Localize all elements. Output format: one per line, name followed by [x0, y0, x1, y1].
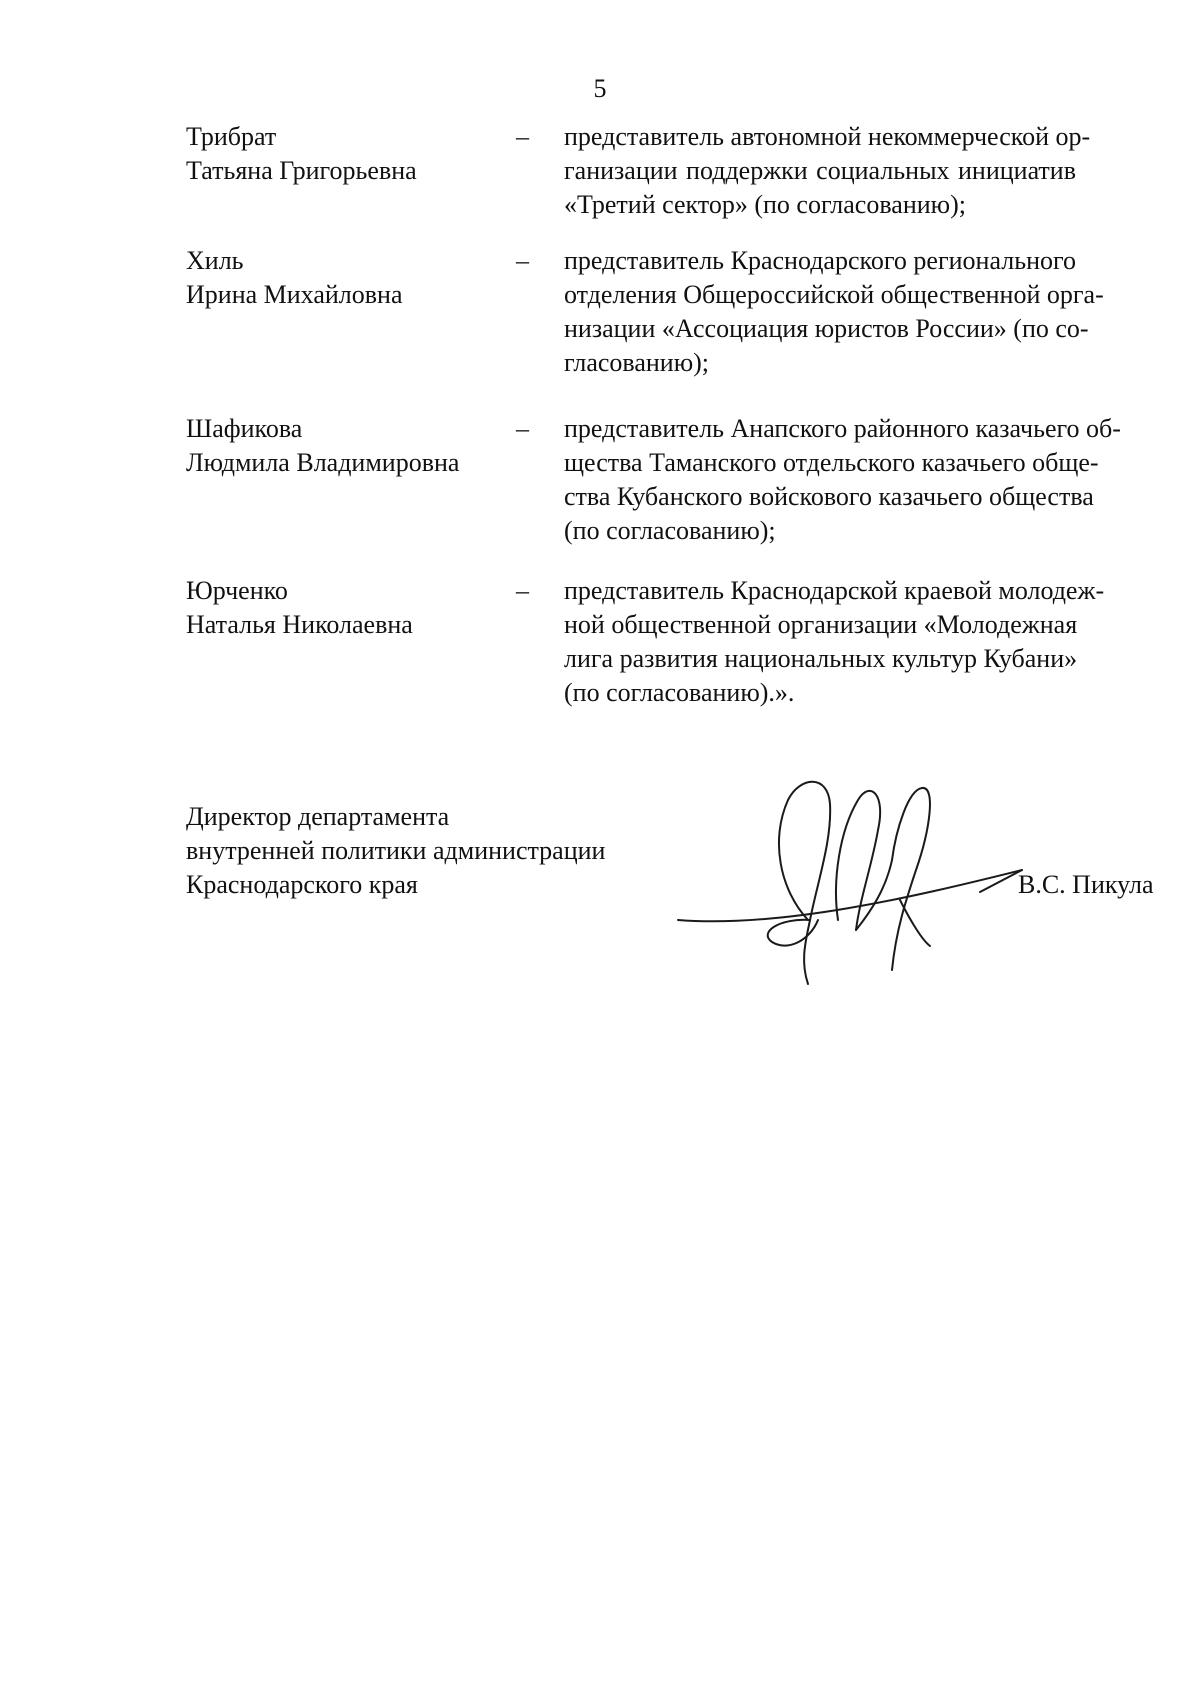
signer-name: В.С. Пикула — [1018, 870, 1154, 899]
member-given-names: Наталья Николаевна — [186, 610, 413, 639]
role-line: «Третий сектор» (по согласованию); — [564, 190, 966, 219]
role-line: ганизации поддержки социальных инициатив — [564, 156, 1076, 185]
role-line: представитель Краснодарского регионального — [564, 246, 1076, 275]
role-line: (по согласованию).». — [564, 678, 795, 707]
member-role — [564, 120, 1091, 222]
member-given-names: Людмила Владимировна — [186, 448, 460, 477]
signatory-title-line: Директор департамента — [186, 802, 450, 831]
role-line: представитель Краснодарской краевой молодеж- — [564, 576, 1105, 605]
role-line: отделения Общероссийской общественной орга- — [564, 280, 1104, 309]
page-number: 5 — [593, 74, 607, 103]
member-name — [186, 412, 506, 480]
member-surname: Шафикова — [186, 414, 303, 443]
member-dash: – — [516, 576, 529, 605]
member-role — [564, 412, 1121, 548]
role-line: лига развития национальных культур Кубани» — [564, 644, 1078, 673]
member-role — [564, 574, 1105, 710]
role-line: ной общественной организации «Молодежная — [564, 610, 1078, 639]
handwritten-signature — [660, 770, 1040, 990]
member-name — [186, 120, 506, 188]
member-dash: – — [516, 246, 529, 275]
member-dash: – — [516, 414, 529, 443]
member-surname: Юрченко — [186, 576, 288, 605]
role-line: ства Кубанского войскового казачьего общества — [564, 482, 1094, 511]
signatory-title-line: Краснодарского края — [186, 870, 418, 899]
member-dash: – — [516, 122, 529, 151]
signatory-title-line: внутренней политики администрации — [186, 836, 606, 865]
signatory-title — [186, 800, 605, 902]
member-given-names: Татьяна Григорьевна — [186, 156, 417, 185]
member-name — [186, 244, 506, 312]
member-surname: Трибрат — [186, 122, 277, 151]
member-surname: Хиль — [186, 246, 244, 275]
role-line: гласованию); — [564, 348, 710, 377]
role-line: (по согласованию); — [564, 516, 776, 545]
member-role — [564, 244, 1104, 380]
role-line: щества Таманского отдельского казачьего обще- — [564, 448, 1099, 477]
member-given-names: Ирина Михайловна — [186, 280, 403, 309]
role-line: низации «Ассоциация юристов России» (по со- — [564, 314, 1089, 343]
role-line: представитель Анапского районного казачьего об- — [564, 414, 1121, 443]
role-line: представитель автономной некоммерческой ор- — [564, 122, 1091, 151]
member-name — [186, 574, 506, 642]
